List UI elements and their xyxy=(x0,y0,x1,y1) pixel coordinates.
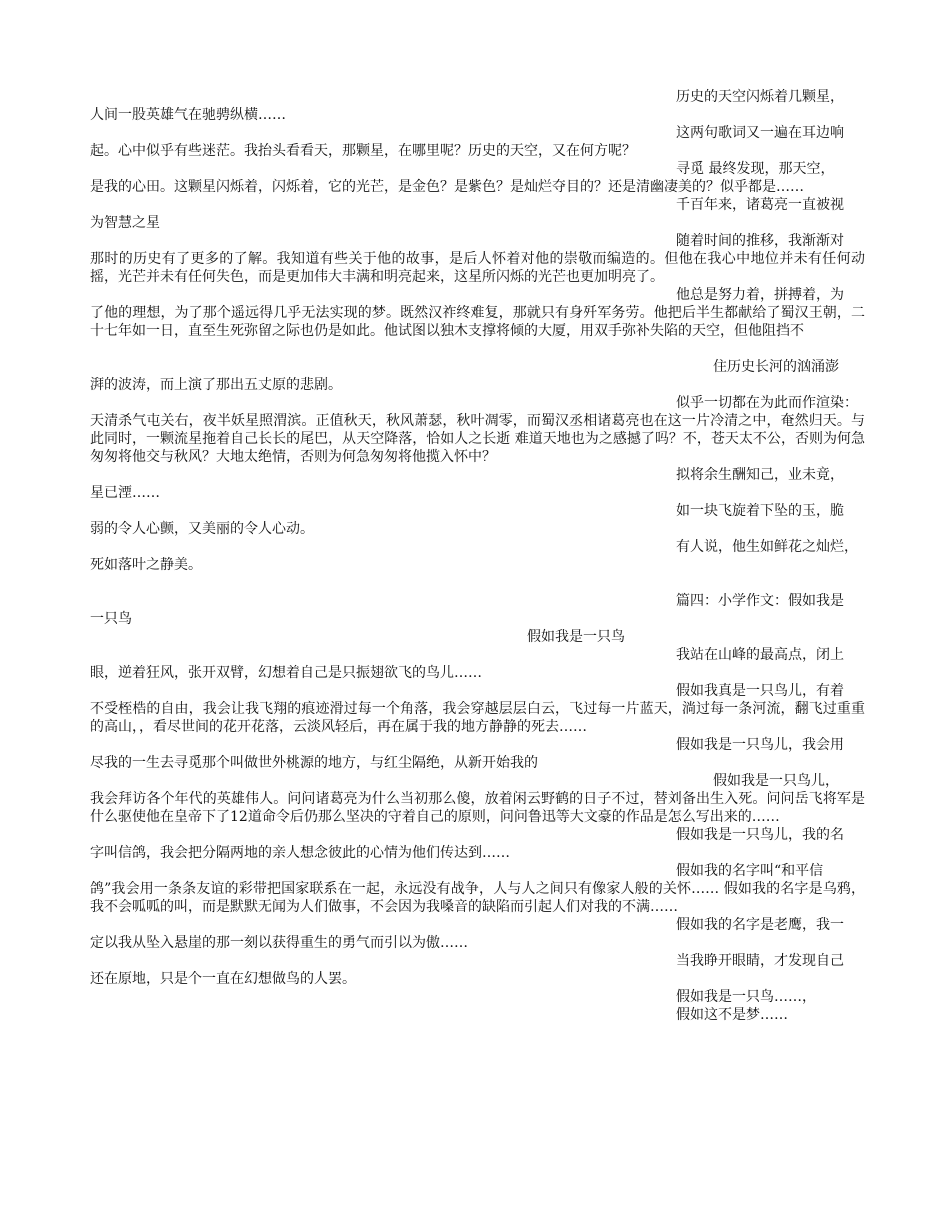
essay-part-2 xyxy=(90,358,865,574)
paragraph-lead: 千百年来，诸葛亮一直被视 xyxy=(676,197,844,213)
paragraph-lead: 拟将余生酬知己，业未竟， xyxy=(676,467,844,483)
closing-line: 假如这不是梦…… xyxy=(676,1007,788,1023)
paragraph-text: 尽我的一生去寻觅那个叫做世外桃源的地方，与红尘隔绝，从新开始我的 xyxy=(90,755,538,771)
paragraph-text: 星已湮…… xyxy=(90,485,160,501)
paragraph xyxy=(90,772,865,826)
paragraph-lead: 随着时间的推移，我渐渐对 xyxy=(676,233,844,249)
blank-line xyxy=(90,574,865,592)
paragraph xyxy=(90,160,865,196)
paragraph-text: 为智慧之星 xyxy=(90,215,160,231)
paragraph-text: 人间一股英雄气在驰骋纵横…… xyxy=(90,107,286,123)
paragraph-text: 字叫信鸽，我会把分隔两地的亲人想念彼此的心情为他们传达到…… xyxy=(90,845,510,861)
paragraph xyxy=(90,124,865,160)
section-heading xyxy=(90,592,865,628)
paragraph-text: 鸽”我会用一条条友谊的彩带把国家联系在一起，永远没有战争，人与人之间只有像家人般的关怀…… 假如我的名字是乌鸦，我不会呱呱的叫，而是默默无闻为人们做事，不会因为我嗓音的缺陷而引起人们对我的不满…… xyxy=(90,881,865,915)
paragraph-lead: 假如我真是一只鸟儿，有着 xyxy=(676,683,844,699)
paragraph-text: 我会拜访各个年代的英雄伟人。问问诸葛亮为什么当初那么傻，放着闲云野鹤的日子不过，替刘备出生入死。问问岳飞将军是什么驱使他在皇帝下了12道命令后仍那么坚决的守着自己的原则，问问鲁迅等大文豪的作品是怎么写出来的…… xyxy=(90,791,865,825)
paragraph-text: 湃的波涛，而上演了那出五丈原的悲剧。 xyxy=(90,377,342,393)
paragraph-lead: 似乎一切都在为此而作渲染： xyxy=(676,395,858,411)
blank-line xyxy=(90,340,865,358)
paragraph-text: 是我的心田。这颗星闪烁着，闪烁着，它的光芒，是金色？是紫色？是灿烂夺目的？还是清幽凄美的？似乎都是…… xyxy=(90,179,804,195)
paragraph xyxy=(90,394,865,466)
paragraph xyxy=(90,862,865,916)
section-heading-lead: 篇四：小学作文：假如我是 xyxy=(676,593,844,609)
paragraph-text: 死如落叶之静美。 xyxy=(90,557,202,573)
paragraph-lead: 寻觅 最终发现，那天空， xyxy=(676,161,835,177)
paragraph xyxy=(90,196,865,232)
paragraph-lead: 如一块飞旋着下坠的玉，脆 xyxy=(676,503,844,519)
paragraph xyxy=(90,232,865,286)
paragraph-lead: 假如我的名字叫“和平信 xyxy=(676,863,824,879)
document-page xyxy=(90,88,865,1024)
paragraph-lead: 住历史长河的汹涌澎 xyxy=(713,359,839,375)
paragraph xyxy=(90,88,865,124)
paragraph xyxy=(90,502,865,538)
paragraph-lead: 我站在山峰的最高点，闭上 xyxy=(676,647,844,663)
section-heading-text: 一只鸟 xyxy=(90,611,132,627)
paragraph xyxy=(90,466,865,502)
paragraph-text: 定以我从坠入悬崖的那一刻以获得重生的勇气而引以为傲…… xyxy=(90,935,468,951)
paragraph-text: 还在原地，只是个一直在幻想做鸟的人罢。 xyxy=(90,971,356,987)
paragraph xyxy=(90,916,865,952)
essay-part-3 xyxy=(90,646,865,988)
paragraph xyxy=(90,736,865,772)
paragraph-lead: 假如我是一只鸟儿，我的名 xyxy=(676,827,844,843)
essay-part-1 xyxy=(90,88,865,340)
paragraph xyxy=(90,286,865,340)
paragraph xyxy=(90,646,865,682)
paragraph-text: 那时的历史有了更多的了解。我知道有些关于他的故事，是后人怀着对他的崇敬而编造的。但他在我心中地位并未有任何动摇，光芒并未有任何失色，而是更加伟大丰满和明亮起来，这星所闪烁的光芒也更加明亮了。 xyxy=(90,251,865,285)
closing-line: 假如我是一只鸟……， xyxy=(676,989,816,1005)
paragraph-text: 天清杀气屯关右，夜半妖星照渭滨。正值秋天，秋风萧瑟，秋叶凋零，而蜀汉丞相诸葛亮也在这一片冷清之中，奄然归天。与此同时，一颗流星拖着自己长长的尾巴，从天空降落，恰如人之长逝 难道天地也为之感撼了吗？不，苍天太不公，否则为何急匆匆将他交与秋风？大地太绝情，否则为何急匆匆将他揽入怀中？ xyxy=(90,413,865,465)
paragraph-lead: 这两句歌词又一遍在耳边响 xyxy=(676,125,844,141)
paragraph-text: 了他的理想，为了那个遥远得几乎无法实现的梦。既然汉祚终难复，那就只有身歼军务劳。他把后半生都献给了蜀汉王朝，二十七年如一日，直至生死弥留之际也仍是如此。他试图以独木支撑将倾的大厦，用双手弥补失陷的天空，但他阻挡不 xyxy=(90,305,865,339)
paragraph xyxy=(90,682,865,736)
paragraph-lead: 假如我是一只鸟儿， xyxy=(713,773,839,789)
paragraph-lead: 假如我的名字是老鹰，我一 xyxy=(676,917,844,933)
paragraph-lead: 有人说，他生如鲜花之灿烂， xyxy=(676,539,858,555)
paragraph-lead: 他总是努力着，拼搏着，为 xyxy=(676,287,844,303)
essay-title: 假如我是一只鸟 xyxy=(527,629,625,645)
paragraph-text: 不受桎梏的自由，我会让我飞翔的痕迹滑过每一个角落，我会穿越层层白云，飞过每一片蓝天，淌过每一条河流，翻飞过重重的高山，，看尽世间的花开花落，云淡风轻后，再在属于我的地方静静的死去…… xyxy=(90,701,865,735)
paragraph-lead: 当我睁开眼睛，才发现自己 xyxy=(676,953,844,969)
paragraph-lead: 假如我是一只鸟儿，我会用 xyxy=(676,737,844,753)
paragraph xyxy=(90,538,865,574)
paragraph-text: 起。心中似乎有些迷茫。我抬头看看天，那颗星，在哪里呢？历史的天空，又在何方呢？ xyxy=(90,143,636,159)
paragraph xyxy=(90,358,865,394)
paragraph-text: 弱的令人心颤，又美丽的令人心动。 xyxy=(90,521,314,537)
paragraph xyxy=(90,952,865,988)
paragraph-text: 眼，逆着狂风，张开双臂，幻想着自己是只振翅欲飞的鸟儿…… xyxy=(90,665,482,681)
paragraph-lead: 历史的天空闪烁着几颗星， xyxy=(676,89,844,105)
paragraph xyxy=(90,826,865,862)
